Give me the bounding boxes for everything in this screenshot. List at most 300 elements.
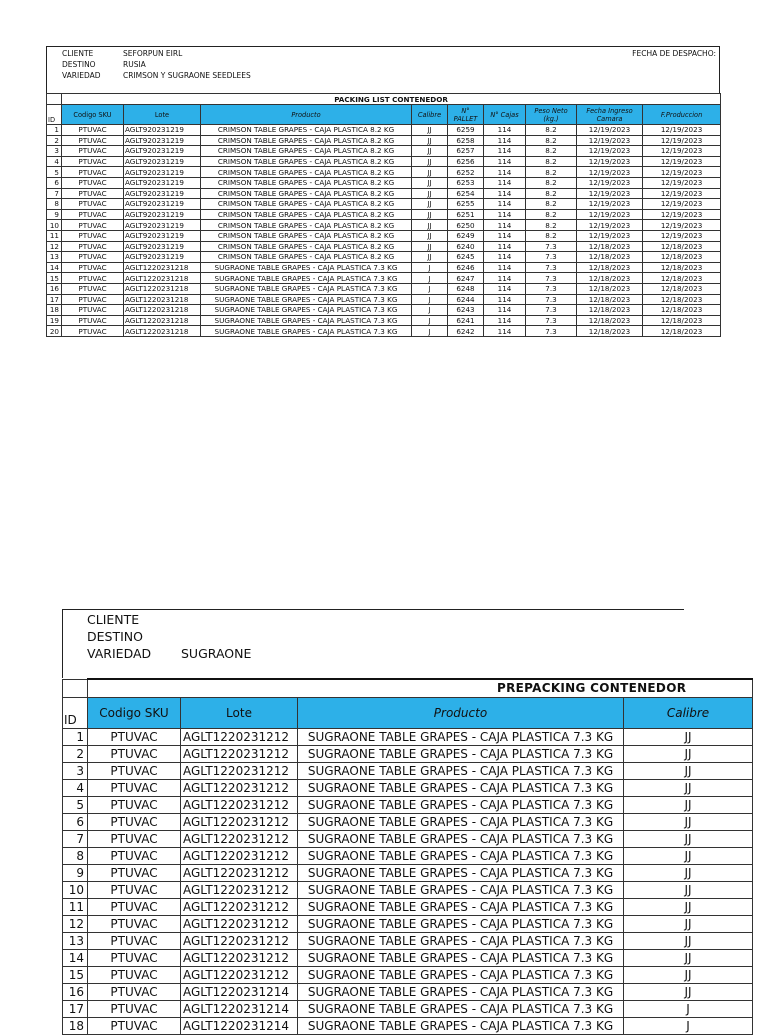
cell-calibre: JJ xyxy=(624,967,753,984)
cell-sku: PTUVAC xyxy=(88,848,181,865)
cell-peso-neto: 7.3 xyxy=(526,283,577,294)
cell-id: 4 xyxy=(63,780,88,797)
cell-calibre: JJ xyxy=(412,135,448,146)
cliente-label: CLIENTE xyxy=(62,49,94,58)
cell-calibre: JJ xyxy=(624,865,753,882)
column-header-producto: Producto xyxy=(298,698,624,729)
cell-producto: SUGRAONE TABLE GRAPES - CAJA PLASTICA 7.3 KG xyxy=(298,763,624,780)
table-row xyxy=(63,865,753,882)
cell-calibre: JJ xyxy=(412,241,448,252)
cell-f-produccion: 12/19/2023 xyxy=(643,167,721,178)
cell-f-produccion: 12/18/2023 xyxy=(643,273,721,284)
packing-list-title: PACKING LIST CONTENEDOR xyxy=(62,94,721,105)
cell-lote: AGLT1220231218 xyxy=(124,273,201,284)
cell-cajas: 114 xyxy=(484,156,526,167)
cell-fecha-ingreso: 12/18/2023 xyxy=(577,252,643,263)
cell-pallet: 6242 xyxy=(448,326,484,337)
cell-calibre: J xyxy=(412,305,448,316)
cell-lote: AGLT1220231218 xyxy=(124,283,201,294)
cell-id: 11 xyxy=(47,230,62,241)
cell-peso-neto: 7.3 xyxy=(526,315,577,326)
cell-calibre: JJ xyxy=(412,156,448,167)
cell-id: 6 xyxy=(63,814,88,831)
table-row xyxy=(47,305,721,316)
table-row xyxy=(63,916,753,933)
cell-sku: PTUVAC xyxy=(62,177,124,188)
cell-lote: AGLT920231219 xyxy=(124,220,201,231)
cell-id: 3 xyxy=(63,763,88,780)
table-row xyxy=(63,746,753,763)
cell-id: 12 xyxy=(63,916,88,933)
cell-sku: PTUVAC xyxy=(88,933,181,950)
cell-sku: PTUVAC xyxy=(62,209,124,220)
cell-sku: PTUVAC xyxy=(62,220,124,231)
cell-sku: PTUVAC xyxy=(62,283,124,294)
cell-calibre: J xyxy=(412,315,448,326)
cell-producto: SUGRAONE TABLE GRAPES - CAJA PLASTICA 7.3 KG xyxy=(298,780,624,797)
cell-sku: PTUVAC xyxy=(62,230,124,241)
cell-f-produccion: 12/18/2023 xyxy=(643,283,721,294)
cell-f-produccion: 12/19/2023 xyxy=(643,220,721,231)
cell-producto: CRIMSON TABLE GRAPES - CAJA PLASTICA 8.2 KG xyxy=(201,146,412,157)
table-row xyxy=(47,188,721,199)
cell-pallet: 6243 xyxy=(448,305,484,316)
cell-calibre: JJ xyxy=(624,916,753,933)
cell-cajas: 114 xyxy=(484,294,526,305)
cell-calibre: J xyxy=(624,1001,753,1018)
cell-id: 16 xyxy=(47,283,62,294)
cell-calibre: JJ xyxy=(624,882,753,899)
cell-lote: AGLT1220231214 xyxy=(181,1018,298,1035)
cell-calibre: JJ xyxy=(412,188,448,199)
cell-f-produccion: 12/19/2023 xyxy=(643,209,721,220)
cell-sku: PTUVAC xyxy=(62,273,124,284)
table-row xyxy=(63,729,753,746)
cell-lote: AGLT1220231212 xyxy=(181,814,298,831)
cell-producto: SUGRAONE TABLE GRAPES - CAJA PLASTICA 7.3 KG xyxy=(298,729,624,746)
cell-id: 16 xyxy=(63,984,88,1001)
cliente-value: SEFORPUN EIRL xyxy=(123,49,183,58)
cell-peso-neto: 7.3 xyxy=(526,305,577,316)
cell-calibre: JJ xyxy=(412,230,448,241)
cell-producto: SUGRAONE TABLE GRAPES - CAJA PLASTICA 7.3 KG xyxy=(298,831,624,848)
cell-peso-neto: 8.2 xyxy=(526,135,577,146)
column-header-peso-neto: Peso Neto (kg.) xyxy=(526,105,577,125)
cell-calibre: JJ xyxy=(624,729,753,746)
cell-producto: SUGRAONE TABLE GRAPES - CAJA PLASTICA 7.3 KG xyxy=(298,967,624,984)
cell-producto: SUGRAONE TABLE GRAPES - CAJA PLASTICA 7.3 KG xyxy=(201,273,412,284)
cell-fecha-ingreso: 12/19/2023 xyxy=(577,177,643,188)
cell-pallet: 6255 xyxy=(448,199,484,210)
cell-cajas: 114 xyxy=(484,230,526,241)
fecha-despacho-label: FECHA DE DESPACHO: xyxy=(632,49,716,58)
table-row xyxy=(63,814,753,831)
column-header-fecha-ingreso: Fecha Ingreso Camara xyxy=(577,105,643,125)
table-row xyxy=(47,241,721,252)
cell-cajas: 114 xyxy=(484,199,526,210)
cell-pallet: 6258 xyxy=(448,135,484,146)
cell-pallet: 6248 xyxy=(448,283,484,294)
cell-calibre: JJ xyxy=(624,831,753,848)
cell-id: 8 xyxy=(63,848,88,865)
cell-lote: AGLT920231219 xyxy=(124,146,201,157)
cell-fecha-ingreso: 12/19/2023 xyxy=(577,135,643,146)
cell-sku: PTUVAC xyxy=(88,1018,181,1035)
cell-sku: PTUVAC xyxy=(62,241,124,252)
cell-calibre: JJ xyxy=(624,950,753,967)
cell-cajas: 114 xyxy=(484,167,526,178)
cell-sku: PTUVAC xyxy=(88,899,181,916)
cell-pallet: 6256 xyxy=(448,156,484,167)
cell-cajas: 114 xyxy=(484,135,526,146)
table-row xyxy=(63,967,753,984)
cell-f-produccion: 12/19/2023 xyxy=(643,177,721,188)
variedad-value: SUGRAONE xyxy=(181,646,252,661)
cell-producto: SUGRAONE TABLE GRAPES - CAJA PLASTICA 7.3 KG xyxy=(298,899,624,916)
cell-producto: SUGRAONE TABLE GRAPES - CAJA PLASTICA 7.3 KG xyxy=(201,294,412,305)
cell-cajas: 114 xyxy=(484,315,526,326)
cell-id: 10 xyxy=(47,220,62,231)
column-header-producto: Producto xyxy=(201,105,412,125)
table-row xyxy=(47,156,721,167)
cell-sku: PTUVAC xyxy=(62,326,124,337)
table-row xyxy=(47,262,721,273)
cell-fecha-ingreso: 12/19/2023 xyxy=(577,167,643,178)
column-header-sku: Codigo SKU xyxy=(62,105,124,125)
cell-id: 9 xyxy=(63,865,88,882)
table-row xyxy=(63,984,753,1001)
cell-id: 2 xyxy=(47,135,62,146)
cell-producto: SUGRAONE TABLE GRAPES - CAJA PLASTICA 7.3 KG xyxy=(298,950,624,967)
column-header-cajas: N° Cajas xyxy=(484,105,526,125)
table-row xyxy=(63,797,753,814)
cell-producto: CRIMSON TABLE GRAPES - CAJA PLASTICA 8.2 KG xyxy=(201,199,412,210)
cell-lote: AGLT1220231212 xyxy=(181,882,298,899)
table-row xyxy=(47,220,721,231)
column-header-lote: Lote xyxy=(124,105,201,125)
cell-f-produccion: 12/18/2023 xyxy=(643,262,721,273)
variedad-value: CRIMSON Y SUGRAONE SEEDLEES xyxy=(123,71,251,80)
cell-lote: AGLT1220231212 xyxy=(181,899,298,916)
cell-calibre: J xyxy=(412,294,448,305)
cell-fecha-ingreso: 12/19/2023 xyxy=(577,220,643,231)
cell-lote: AGLT1220231218 xyxy=(124,262,201,273)
cell-id: 13 xyxy=(47,252,62,263)
cell-calibre: JJ xyxy=(412,177,448,188)
cell-sku: PTUVAC xyxy=(88,763,181,780)
cell-lote: AGLT1220231218 xyxy=(124,294,201,305)
cell-lote: AGLT920231219 xyxy=(124,188,201,199)
prepacking-header xyxy=(62,609,684,678)
cell-peso-neto: 8.2 xyxy=(526,230,577,241)
cell-id: 14 xyxy=(47,262,62,273)
cell-peso-neto: 8.2 xyxy=(526,177,577,188)
cell-id: 12 xyxy=(47,241,62,252)
cell-id: 15 xyxy=(63,967,88,984)
cell-peso-neto: 7.3 xyxy=(526,273,577,284)
cell-id: 1 xyxy=(63,729,88,746)
cell-id: 15 xyxy=(47,273,62,284)
column-header-pallet: N° PALLET xyxy=(448,105,484,125)
packing-list-header xyxy=(46,46,720,93)
cell-producto: SUGRAONE TABLE GRAPES - CAJA PLASTICA 7.3 KG xyxy=(298,916,624,933)
table-row xyxy=(63,950,753,967)
cell-cajas: 114 xyxy=(484,146,526,157)
column-header-calibre: Calibre xyxy=(624,698,753,729)
cell-sku: PTUVAC xyxy=(88,984,181,1001)
cell-producto: SUGRAONE TABLE GRAPES - CAJA PLASTICA 7.3 KG xyxy=(201,326,412,337)
cell-peso-neto: 7.3 xyxy=(526,326,577,337)
cell-calibre: J xyxy=(412,326,448,337)
cell-cajas: 114 xyxy=(484,125,526,136)
cell-producto: SUGRAONE TABLE GRAPES - CAJA PLASTICA 7.3 KG xyxy=(298,865,624,882)
table-row xyxy=(47,135,721,146)
cell-sku: PTUVAC xyxy=(62,125,124,136)
cell-producto: CRIMSON TABLE GRAPES - CAJA PLASTICA 8.2 KG xyxy=(201,125,412,136)
cell-calibre: JJ xyxy=(412,146,448,157)
cell-producto: SUGRAONE TABLE GRAPES - CAJA PLASTICA 7.3 KG xyxy=(298,984,624,1001)
cell-id: 1 xyxy=(47,125,62,136)
cell-id: 18 xyxy=(63,1018,88,1035)
cell-producto: CRIMSON TABLE GRAPES - CAJA PLASTICA 8.2 KG xyxy=(201,188,412,199)
cell-pallet: 6249 xyxy=(448,230,484,241)
cell-producto: CRIMSON TABLE GRAPES - CAJA PLASTICA 8.2 KG xyxy=(201,167,412,178)
table-row xyxy=(63,780,753,797)
cell-sku: PTUVAC xyxy=(62,146,124,157)
column-header-id: ID xyxy=(47,105,62,125)
cell-lote: AGLT1220231218 xyxy=(124,315,201,326)
cell-fecha-ingreso: 12/19/2023 xyxy=(577,209,643,220)
cell-peso-neto: 8.2 xyxy=(526,125,577,136)
cell-producto: SUGRAONE TABLE GRAPES - CAJA PLASTICA 7.3 KG xyxy=(201,262,412,273)
table-row xyxy=(47,125,721,136)
table-row xyxy=(63,1001,753,1018)
table-row xyxy=(47,167,721,178)
cell-calibre: JJ xyxy=(412,209,448,220)
cell-id: 2 xyxy=(63,746,88,763)
cell-sku: PTUVAC xyxy=(62,252,124,263)
table-row xyxy=(63,933,753,950)
cell-calibre: JJ xyxy=(624,984,753,1001)
cell-sku: PTUVAC xyxy=(88,797,181,814)
cell-calibre: J xyxy=(412,283,448,294)
table-row xyxy=(47,209,721,220)
cell-id: 8 xyxy=(47,199,62,210)
cell-pallet: 6241 xyxy=(448,315,484,326)
cell-lote: AGLT1220231212 xyxy=(181,729,298,746)
cell-lote: AGLT1220231212 xyxy=(181,916,298,933)
cell-producto: SUGRAONE TABLE GRAPES - CAJA PLASTICA 7.3 KG xyxy=(298,1001,624,1018)
cell-producto: CRIMSON TABLE GRAPES - CAJA PLASTICA 8.2 KG xyxy=(201,241,412,252)
cell-lote: AGLT920231219 xyxy=(124,177,201,188)
cell-sku: PTUVAC xyxy=(88,831,181,848)
cell-producto: SUGRAONE TABLE GRAPES - CAJA PLASTICA 7.3 KG xyxy=(201,315,412,326)
cell-sku: PTUVAC xyxy=(88,780,181,797)
column-header-lote: Lote xyxy=(181,698,298,729)
cell-lote: AGLT1220231212 xyxy=(181,797,298,814)
cell-lote: AGLT1220231212 xyxy=(181,780,298,797)
cell-cajas: 114 xyxy=(484,209,526,220)
table-row xyxy=(63,882,753,899)
cell-peso-neto: 7.3 xyxy=(526,241,577,252)
table-row xyxy=(47,252,721,263)
cell-fecha-ingreso: 12/18/2023 xyxy=(577,305,643,316)
cell-cajas: 114 xyxy=(484,305,526,316)
column-header-calibre: Calibre xyxy=(412,105,448,125)
cell-f-produccion: 12/19/2023 xyxy=(643,188,721,199)
cell-sku: PTUVAC xyxy=(62,188,124,199)
cell-id: 3 xyxy=(47,146,62,157)
cell-producto: CRIMSON TABLE GRAPES - CAJA PLASTICA 8.2 KG xyxy=(201,135,412,146)
cell-producto: CRIMSON TABLE GRAPES - CAJA PLASTICA 8.2 KG xyxy=(201,220,412,231)
cell-sku: PTUVAC xyxy=(88,729,181,746)
packing-list-table xyxy=(46,93,721,337)
cell-lote: AGLT1220231212 xyxy=(181,746,298,763)
cell-cajas: 114 xyxy=(484,262,526,273)
cell-lote: AGLT920231219 xyxy=(124,156,201,167)
cell-calibre: JJ xyxy=(624,763,753,780)
variedad-label: VARIEDAD xyxy=(62,71,101,80)
cell-producto: SUGRAONE TABLE GRAPES - CAJA PLASTICA 7.3 KG xyxy=(298,814,624,831)
cell-peso-neto: 8.2 xyxy=(526,199,577,210)
cell-peso-neto: 8.2 xyxy=(526,156,577,167)
cell-cajas: 114 xyxy=(484,177,526,188)
cell-lote: AGLT920231219 xyxy=(124,230,201,241)
cell-f-produccion: 12/18/2023 xyxy=(643,326,721,337)
cell-fecha-ingreso: 12/18/2023 xyxy=(577,294,643,305)
variedad-label: VARIEDAD xyxy=(87,646,152,661)
cell-pallet: 6246 xyxy=(448,262,484,273)
cell-fecha-ingreso: 12/19/2023 xyxy=(577,156,643,167)
cell-pallet: 6240 xyxy=(448,241,484,252)
cell-lote: AGLT920231219 xyxy=(124,135,201,146)
cell-f-produccion: 12/19/2023 xyxy=(643,125,721,136)
cell-fecha-ingreso: 12/18/2023 xyxy=(577,315,643,326)
cell-lote: AGLT1220231214 xyxy=(181,984,298,1001)
table-row xyxy=(63,831,753,848)
cell-sku: PTUVAC xyxy=(62,262,124,273)
cell-fecha-ingreso: 12/18/2023 xyxy=(577,273,643,284)
cell-peso-neto: 8.2 xyxy=(526,146,577,157)
cell-lote: AGLT1220231212 xyxy=(181,848,298,865)
cell-id: 5 xyxy=(47,167,62,178)
cell-id: 10 xyxy=(63,882,88,899)
cell-id: 7 xyxy=(47,188,62,199)
cell-calibre: JJ xyxy=(412,220,448,231)
cell-pallet: 6252 xyxy=(448,167,484,178)
cell-fecha-ingreso: 12/19/2023 xyxy=(577,230,643,241)
cell-peso-neto: 8.2 xyxy=(526,220,577,231)
cell-calibre: J xyxy=(624,1018,753,1035)
cell-f-produccion: 12/19/2023 xyxy=(643,199,721,210)
cell-lote: AGLT920231219 xyxy=(124,241,201,252)
cell-producto: CRIMSON TABLE GRAPES - CAJA PLASTICA 8.2 KG xyxy=(201,230,412,241)
table-row xyxy=(63,1018,753,1035)
cell-producto: SUGRAONE TABLE GRAPES - CAJA PLASTICA 7.3 KG xyxy=(298,797,624,814)
column-header-id: ID xyxy=(63,698,88,729)
cell-sku: PTUVAC xyxy=(88,814,181,831)
cell-pallet: 6245 xyxy=(448,252,484,263)
column-header-f-produccion: F.Produccion xyxy=(643,105,721,125)
cell-lote: AGLT1220231218 xyxy=(124,305,201,316)
cell-fecha-ingreso: 12/19/2023 xyxy=(577,125,643,136)
cell-peso-neto: 7.3 xyxy=(526,262,577,273)
cell-id: 9 xyxy=(47,209,62,220)
cell-lote: AGLT1220231212 xyxy=(181,950,298,967)
cell-sku: PTUVAC xyxy=(62,315,124,326)
cell-calibre: JJ xyxy=(412,199,448,210)
cell-pallet: 6254 xyxy=(448,188,484,199)
cell-producto: CRIMSON TABLE GRAPES - CAJA PLASTICA 8.2 KG xyxy=(201,177,412,188)
cell-id: 17 xyxy=(47,294,62,305)
cell-f-produccion: 12/18/2023 xyxy=(643,252,721,263)
cell-producto: SUGRAONE TABLE GRAPES - CAJA PLASTICA 7.3 KG xyxy=(298,848,624,865)
cell-id: 6 xyxy=(47,177,62,188)
cell-pallet: 6253 xyxy=(448,177,484,188)
table-row xyxy=(47,177,721,188)
cell-id: 13 xyxy=(63,933,88,950)
cell-calibre: JJ xyxy=(624,899,753,916)
prepacking-table xyxy=(62,678,753,1035)
cell-sku: PTUVAC xyxy=(88,746,181,763)
cell-producto: SUGRAONE TABLE GRAPES - CAJA PLASTICA 7.3 KG xyxy=(298,882,624,899)
cell-id: 4 xyxy=(47,156,62,167)
destino-label: DESTINO xyxy=(62,60,96,69)
cell-calibre: JJ xyxy=(412,125,448,136)
cell-cajas: 114 xyxy=(484,273,526,284)
cell-peso-neto: 8.2 xyxy=(526,167,577,178)
cell-id: 11 xyxy=(63,899,88,916)
cell-lote: AGLT920231219 xyxy=(124,199,201,210)
destino-value: RUSIA xyxy=(123,60,146,69)
cell-sku: PTUVAC xyxy=(62,305,124,316)
cell-lote: AGLT920231219 xyxy=(124,125,201,136)
cell-id: 18 xyxy=(47,305,62,316)
cell-lote: AGLT1220231212 xyxy=(181,865,298,882)
cell-sku: PTUVAC xyxy=(62,135,124,146)
table-row xyxy=(47,146,721,157)
cell-calibre: JJ xyxy=(624,746,753,763)
cliente-label: CLIENTE xyxy=(87,612,140,627)
cell-f-produccion: 12/18/2023 xyxy=(643,294,721,305)
cell-sku: PTUVAC xyxy=(62,156,124,167)
cell-calibre: JJ xyxy=(412,167,448,178)
prepacking-sheet xyxy=(62,609,710,1033)
cell-peso-neto: 8.2 xyxy=(526,209,577,220)
cell-producto: SUGRAONE TABLE GRAPES - CAJA PLASTICA 7.3 KG xyxy=(201,283,412,294)
table-row xyxy=(47,315,721,326)
cell-sku: PTUVAC xyxy=(88,1001,181,1018)
cell-id: 17 xyxy=(63,1001,88,1018)
cell-producto: CRIMSON TABLE GRAPES - CAJA PLASTICA 8.2 KG xyxy=(201,209,412,220)
cell-pallet: 6244 xyxy=(448,294,484,305)
cell-lote: AGLT1220231218 xyxy=(124,326,201,337)
cell-id: 7 xyxy=(63,831,88,848)
cell-cajas: 114 xyxy=(484,252,526,263)
cell-producto: CRIMSON TABLE GRAPES - CAJA PLASTICA 8.2 KG xyxy=(201,252,412,263)
cell-sku: PTUVAC xyxy=(62,294,124,305)
destino-label: DESTINO xyxy=(87,629,143,644)
cell-pallet: 6251 xyxy=(448,209,484,220)
cell-sku: PTUVAC xyxy=(88,865,181,882)
table-row xyxy=(63,899,753,916)
cell-lote: AGLT1220231212 xyxy=(181,967,298,984)
cell-pallet: 6257 xyxy=(448,146,484,157)
cell-lote: AGLT1220231212 xyxy=(181,831,298,848)
cell-cajas: 114 xyxy=(484,220,526,231)
cell-f-produccion: 12/19/2023 xyxy=(643,146,721,157)
column-header-sku: Codigo SKU xyxy=(88,698,181,729)
